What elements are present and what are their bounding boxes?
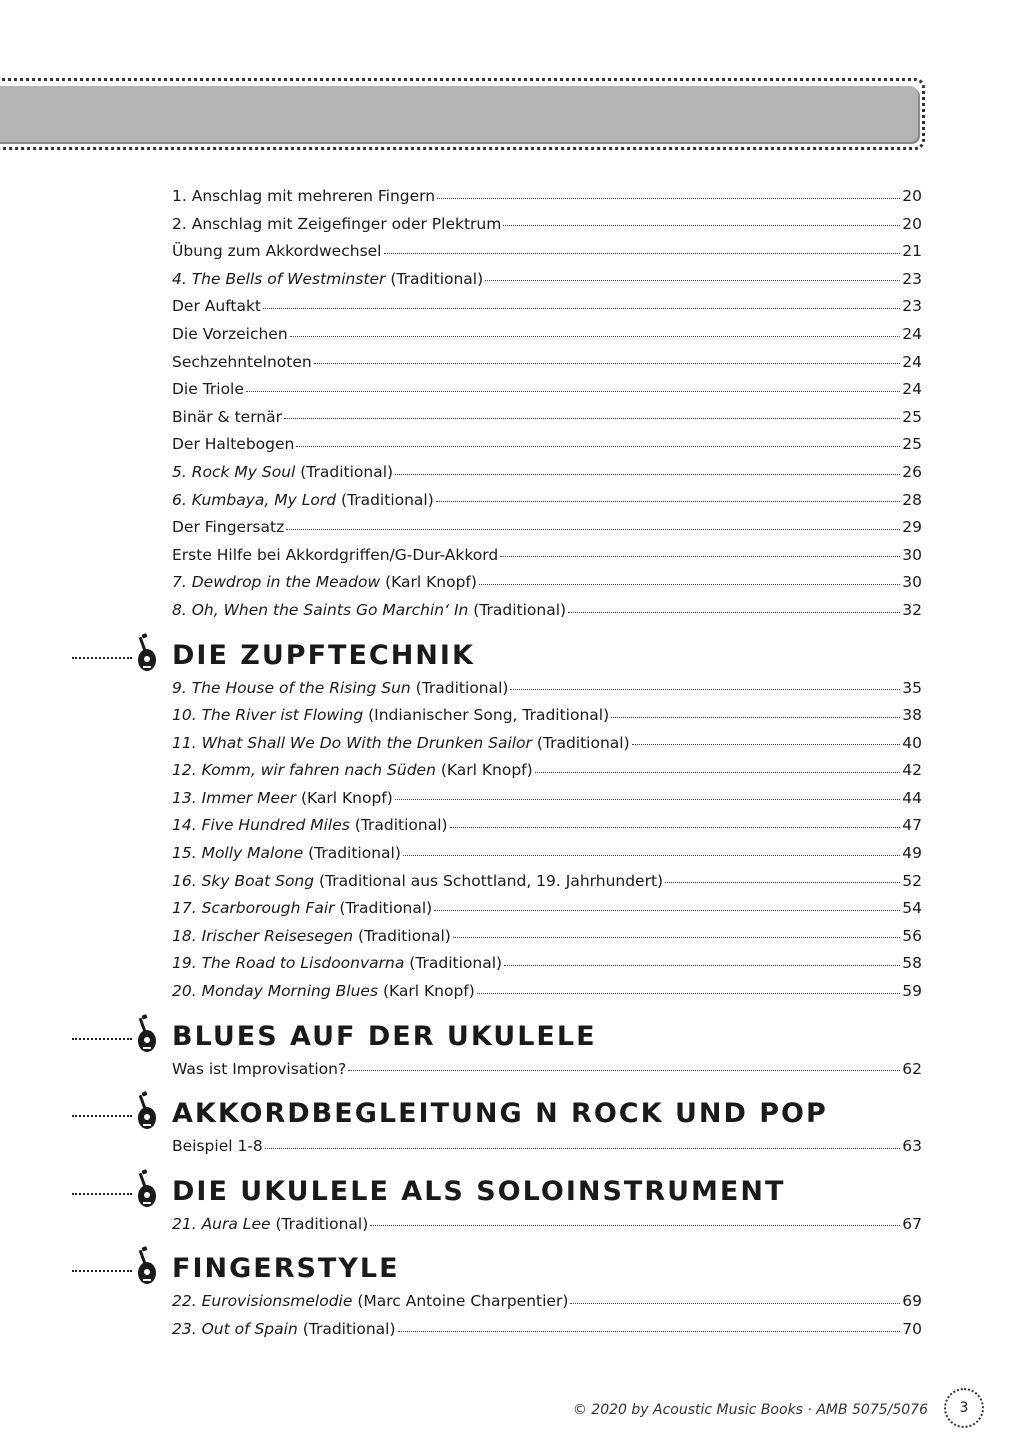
dot-leader: [384, 253, 901, 254]
toc-entry[interactable]: [172, 459, 922, 487]
toc-entry[interactable]: [172, 895, 922, 923]
toc-entry-name: Erste Hilfe bei Akkordgriffen/G-Dur-Akkord: [172, 545, 499, 564]
dot-leader: [370, 1225, 900, 1226]
toc-entry[interactable]: [172, 1133, 922, 1161]
toc-entry[interactable]: [172, 183, 922, 211]
ukulele-icon: [128, 1169, 160, 1209]
dot-leader: [503, 225, 900, 226]
toc-entry-name: Beispiel 1-8: [172, 1137, 263, 1156]
section-title: FINGERSTYLE: [172, 1253, 400, 1285]
toc-entry-credit: (Karl Knopf): [378, 982, 475, 1001]
toc-entry-title: [172, 569, 477, 597]
toc-entry[interactable]: [172, 266, 922, 294]
toc-entry-credit: (Traditional): [297, 1320, 396, 1338]
dot-leader: [348, 1070, 900, 1071]
toc-entry-name: The Road to Lisdoonvarna: [201, 954, 405, 973]
toc-entry-page: 23: [902, 297, 922, 316]
toc-entry-name: Sky Boat Song: [201, 871, 315, 890]
dot-leader: [570, 1303, 900, 1304]
toc-entry-name: Der Haltebogen: [172, 435, 295, 454]
page-number: 3: [959, 1400, 969, 1416]
toc-entry-title: [172, 459, 393, 487]
dot-leader: [314, 363, 900, 364]
toc-entry-page: 42: [902, 761, 922, 780]
toc-entry-credit: (Traditional): [270, 1214, 369, 1233]
toc-entry-page: 35: [902, 678, 922, 697]
toc-entry-name: What Shall We Do With the Drunken Sailor: [201, 733, 532, 752]
dot-leader: [290, 336, 900, 337]
toc-entry[interactable]: [172, 978, 922, 1006]
toc-entry-title: [172, 675, 508, 703]
toc-entry-name: Der Fingersatz: [172, 518, 285, 537]
section-title: DIE UKULELE ALS SOLOINSTRUMENT: [172, 1175, 786, 1207]
toc-entry-title: [172, 321, 288, 349]
toc-entry-title: [172, 238, 382, 266]
toc-entry-number: 15.: [172, 844, 202, 863]
toc-entry-credit: (Karl Knopf): [435, 761, 533, 780]
section-dotted-leader: [72, 1115, 132, 1117]
toc-entry-title: [172, 1133, 263, 1161]
ukulele-icon: [128, 1091, 160, 1131]
toc-entry-number: 10.: [172, 706, 202, 725]
toc-entry-page: 32: [902, 600, 922, 619]
toc-entry-name: Rock My Soul: [191, 462, 296, 481]
dot-leader: [665, 882, 900, 883]
toc-entry-name: Kumbaya, My Lord: [191, 490, 337, 509]
toc-entry[interactable]: [172, 349, 922, 377]
toc-entry[interactable]: [172, 431, 922, 459]
toc-entry-title: [172, 757, 533, 785]
toc-entry[interactable]: [172, 840, 922, 868]
toc-entry[interactable]: [172, 757, 922, 785]
toc-entry-credit: (Traditional): [531, 733, 630, 752]
toc-entry[interactable]: [172, 569, 922, 597]
toc-entry-credit: (Traditional): [410, 678, 509, 697]
section-title: BLUES AUF DER UKULELE: [172, 1020, 597, 1052]
toc-entry-number: 13.: [172, 788, 202, 807]
toc-entry-page: 63: [902, 1137, 922, 1156]
toc-entry-name: Die Triole: [172, 380, 244, 399]
toc-entry-title: [172, 431, 294, 459]
dot-leader: [296, 446, 900, 447]
toc-entry-number: 23.: [172, 1320, 202, 1338]
dot-leader: [398, 1331, 900, 1332]
dot-leader: [437, 198, 900, 199]
toc-entry-credit: (Karl Knopf): [380, 573, 477, 592]
toc-entry-page: 67: [902, 1214, 922, 1233]
toc-entry[interactable]: [172, 404, 922, 432]
toc-entry-page: 24: [902, 380, 922, 399]
toc-entry-title: [172, 785, 393, 813]
toc-entry-name: Anschlag mit mehreren Fingern: [191, 187, 436, 205]
toc-entry-page: 23: [902, 269, 922, 288]
toc-entry-page: 38: [902, 706, 922, 725]
toc-entry[interactable]: [172, 702, 922, 730]
toc-entry-number: 22.: [172, 1292, 202, 1311]
toc-entry-name: The River ist Flowing: [201, 706, 364, 725]
toc-entry[interactable]: [172, 514, 922, 542]
toc-entry-title: [172, 978, 475, 1006]
toc-entry-title: [172, 1316, 396, 1344]
toc-entry-name: Monday Morning Blues: [201, 982, 379, 1001]
toc-entry-name: Eurovisionsmelodie: [201, 1292, 353, 1311]
toc-entry-name: Irischer Reisesegen: [201, 926, 354, 945]
toc-entry[interactable]: [172, 487, 922, 515]
toc-entry[interactable]: [172, 812, 922, 840]
toc-entry-title: [172, 702, 609, 730]
dot-leader: [284, 418, 900, 419]
dot-leader: [436, 501, 900, 502]
toc-entry-number: 7.: [172, 573, 192, 592]
dot-leader: [453, 937, 900, 938]
dot-leader: [395, 474, 900, 475]
dot-leader: [450, 827, 900, 828]
dot-leader: [568, 612, 900, 613]
section-dotted-leader: [72, 657, 132, 659]
toc-entry-name: Komm, wir fahren nach Süden: [201, 761, 436, 780]
toc-entry[interactable]: [172, 542, 922, 570]
toc-entry-page: 24: [902, 324, 922, 343]
ukulele-icon: [128, 633, 160, 673]
toc-entry-title: [172, 1211, 368, 1239]
toc-entry-number: 5.: [172, 462, 192, 481]
toc-entry[interactable]: [172, 675, 922, 703]
toc-entry-credit: (Traditional): [385, 269, 484, 288]
toc-entry-title: [172, 1056, 346, 1084]
ukulele-icon: [128, 1014, 160, 1054]
toc-entry-title: [172, 542, 498, 570]
toc-entry[interactable]: [172, 1211, 922, 1239]
toc-entry-title: [172, 950, 502, 978]
toc-entry[interactable]: [172, 868, 922, 896]
toc-entry-number: 20.: [172, 982, 202, 1001]
toc-entry-name: Binär & ternär: [172, 407, 282, 426]
toc-entry[interactable]: [172, 923, 922, 951]
dot-leader: [434, 910, 900, 911]
copyright-footer: © 2020 by Acoustic Music Books · AMB 5075/5076: [572, 1402, 928, 1418]
toc-entry-title: [172, 923, 451, 951]
toc-entry-title: [172, 812, 448, 840]
dot-leader: [632, 744, 900, 745]
toc-entry-title: [172, 376, 244, 404]
toc-entry-number: 12.: [172, 761, 202, 780]
toc-entry-page: 28: [902, 490, 922, 509]
toc-entry[interactable]: [172, 1316, 922, 1344]
dot-leader: [477, 993, 900, 994]
dot-leader: [535, 772, 900, 773]
toc-entry-number: 21.: [172, 1214, 202, 1233]
toc-entry-number: 9.: [172, 678, 192, 697]
toc-entry-page: 25: [902, 407, 922, 426]
toc-entry[interactable]: [172, 785, 922, 813]
toc-entry[interactable]: [172, 238, 922, 266]
toc-entry-title: [172, 868, 663, 896]
toc-entry-credit: (Traditional): [404, 954, 503, 973]
toc-entry-credit: (Karl Knopf): [296, 788, 393, 807]
toc-entry[interactable]: [172, 1056, 922, 1084]
toc-entry[interactable]: [172, 376, 922, 404]
toc-entry-title: [172, 1288, 568, 1316]
toc-entry-title: [172, 514, 284, 542]
toc-entry-page: 40: [902, 733, 922, 752]
toc-entry-name: Sechzehntelnoten: [172, 352, 312, 371]
dot-leader: [500, 556, 900, 557]
toc-entry-name: Immer Meer: [201, 788, 297, 807]
toc-entry-page: 29: [902, 518, 922, 537]
toc-entry-page: 69: [902, 1292, 922, 1311]
toc-entry-title: [172, 211, 501, 239]
toc-entry-title: [172, 487, 434, 515]
toc-entry-number: 6.: [172, 490, 192, 509]
toc-entry-number: 8.: [172, 600, 192, 619]
ukulele-icon: [128, 1246, 160, 1286]
toc-entry-title: [172, 293, 261, 321]
section-heading: [172, 1238, 922, 1288]
toc-entry-number: 19.: [172, 954, 202, 973]
dot-leader: [611, 717, 900, 718]
dot-leader: [263, 308, 900, 309]
section-heading: [172, 625, 922, 675]
toc-entry-page: 56: [902, 926, 922, 945]
toc-entry-title: [172, 840, 401, 868]
toc-entry-page: 49: [902, 844, 922, 863]
toc-entry-name: Anschlag mit Zeigefinger oder Plektrum: [191, 214, 502, 233]
dot-leader: [395, 799, 900, 800]
toc-entry-title: [172, 597, 566, 625]
toc-entry-name: Dewdrop in the Meadow: [191, 573, 381, 592]
toc-entry-name: Aura Lee: [201, 1214, 271, 1233]
dot-leader: [246, 391, 900, 392]
toc-entry-credit: (Traditional): [468, 600, 567, 619]
section-dotted-leader: [72, 1270, 132, 1272]
toc-entry-page: 54: [902, 899, 922, 918]
toc-entry-title: [172, 895, 432, 923]
toc-entry-page: 21: [902, 242, 922, 261]
toc-entry-page: 25: [902, 435, 922, 454]
toc-entry-title: [172, 183, 435, 211]
toc-entry-credit: (Traditional): [336, 490, 434, 509]
toc-entry-page: 62: [902, 1059, 922, 1078]
toc-entry[interactable]: [172, 597, 922, 625]
section-title: AKKORDBEGLEITUNG N ROCK UND POP: [172, 1098, 828, 1130]
toc-entry-name: Oh, When the Saints Go Marchin‘ In: [191, 600, 469, 619]
toc-entry-credit: (Indianischer Song, Traditional): [363, 706, 610, 725]
toc-entry-page: 20: [902, 214, 922, 233]
toc-entry-page: 30: [902, 573, 922, 592]
toc-entry-page: 58: [902, 954, 922, 973]
dot-leader: [510, 689, 900, 690]
section-dotted-leader: [72, 1193, 132, 1195]
toc-entry-page: 24: [902, 352, 922, 371]
toc-entry-name: Molly Malone: [201, 844, 304, 863]
toc-entry-page: 20: [902, 187, 922, 205]
toc-entry-page: 59: [902, 982, 922, 1001]
toc-entry-name: Übung zum Akkordwechsel: [172, 242, 382, 261]
toc-entry-title: [172, 349, 312, 377]
page-number-badge: [944, 1388, 984, 1428]
dot-leader: [286, 529, 900, 530]
dot-leader: [485, 280, 900, 281]
toc-entry-page: 44: [902, 788, 922, 807]
toc-entry-number: 14.: [172, 816, 202, 835]
section-heading: [172, 1006, 922, 1056]
toc-entry-credit: (Traditional aus Schottland, 19. Jahrhundert): [314, 871, 664, 890]
dot-leader: [265, 1148, 900, 1149]
header-banner: [0, 86, 918, 142]
toc-entry[interactable]: [172, 730, 922, 758]
toc-entry[interactable]: [172, 211, 922, 239]
toc-entry-number: 2.: [172, 214, 192, 233]
section-title: DIE ZUPFTECHNIK: [172, 639, 475, 671]
toc-entry-number: 11.: [172, 733, 202, 752]
toc-entry-page: 52: [902, 871, 922, 890]
toc-entry-number: 1.: [172, 187, 192, 205]
toc-entry-title: [172, 730, 630, 758]
toc-entry-credit: (Traditional): [303, 844, 401, 863]
toc-entry-page: 70: [902, 1320, 922, 1338]
toc-entry-name: Five Hundred Miles: [201, 816, 350, 835]
toc-entry[interactable]: [172, 1288, 922, 1316]
toc-entry-credit: (Traditional): [353, 926, 451, 945]
table-of-contents: [172, 183, 922, 1344]
toc-entry-number: 16.: [172, 871, 202, 890]
toc-entry-page: 26: [902, 462, 922, 481]
section-heading: [172, 1083, 922, 1133]
toc-entry-name: Scarborough Fair: [201, 899, 335, 918]
toc-entry-name: The House of the Rising Sun: [191, 678, 411, 697]
toc-entry-title: [172, 266, 483, 294]
toc-entry-credit: (Traditional): [349, 816, 448, 835]
dot-leader: [403, 855, 900, 856]
toc-entry-name: Was ist Improvisation?: [172, 1059, 347, 1078]
toc-entry-page: 30: [902, 545, 922, 564]
section-dotted-leader: [72, 1038, 132, 1040]
toc-entry[interactable]: [172, 293, 922, 321]
toc-entry-credit: (Traditional): [334, 899, 433, 918]
toc-entry-name: The Bells of Westminster: [191, 269, 386, 288]
toc-entry-credit: (Marc Antoine Charpentier): [352, 1292, 569, 1311]
toc-entry-number: 18.: [172, 926, 202, 945]
dot-leader: [479, 584, 900, 585]
toc-entry[interactable]: [172, 321, 922, 349]
toc-entry-credit: (Traditional): [295, 462, 394, 481]
section-heading: [172, 1161, 922, 1211]
toc-entry-number: 4.: [172, 269, 192, 288]
toc-entry-page: 47: [902, 816, 922, 835]
toc-entry-title: [172, 404, 282, 432]
toc-entry-name: Der Auftakt: [172, 297, 262, 316]
dot-leader: [504, 965, 900, 966]
toc-entry-name: Out of Spain: [201, 1320, 298, 1338]
toc-entry-number: 17.: [172, 899, 202, 918]
toc-entry[interactable]: [172, 950, 922, 978]
toc-entry-name: Die Vorzeichen: [172, 324, 288, 343]
